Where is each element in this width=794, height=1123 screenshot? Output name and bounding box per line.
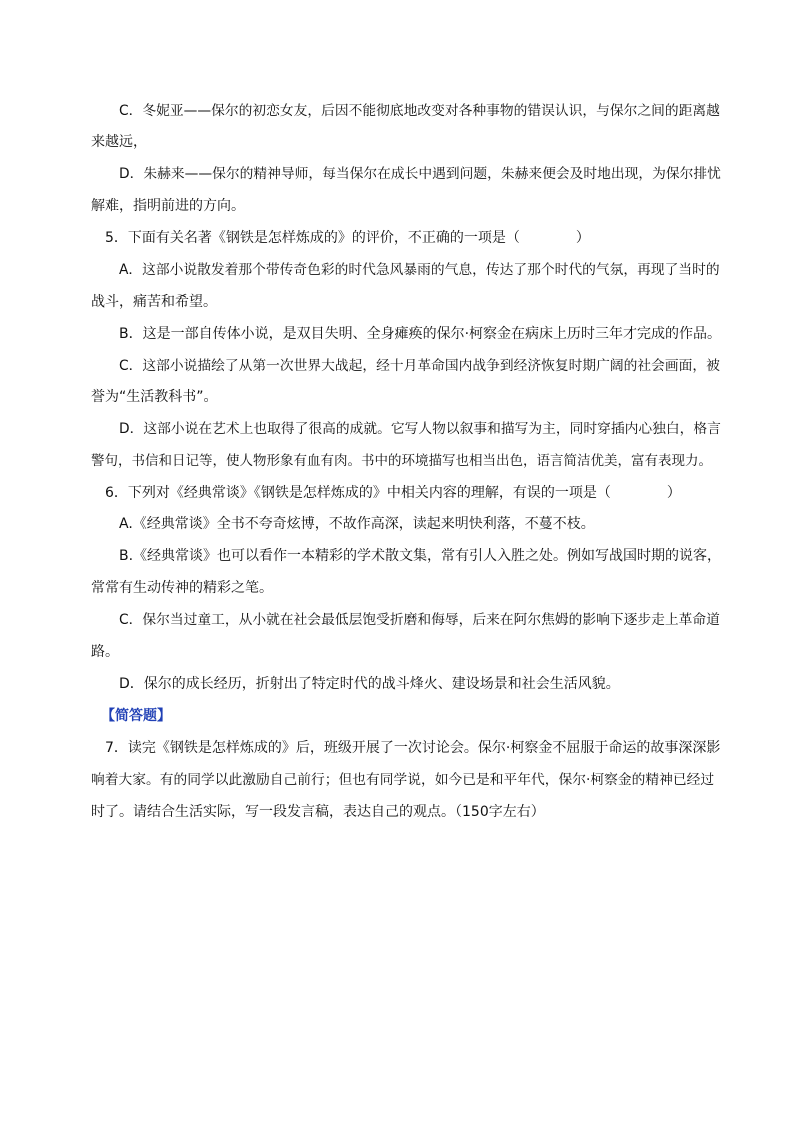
option-d-q5-line1: D．这部小说在艺术上也取得了很高的成就。它写人物以叙事和描写为主，同时穿插内心独白，格言	[119, 421, 721, 437]
option-b-q6-line1: B.《经典常谈》也可以看作一本精彩的学术散文集，常有引人入胜之处。例如写战国时期的说客，	[119, 548, 722, 564]
option-b-q5: B．这是一部自传体小说，是双目失明、全身瘫痪的保尔·柯察金在病床上历时三年才完成的作品。	[119, 326, 722, 342]
option-b-q6-line2: 常常有生动传神的精彩之笔。	[91, 580, 273, 596]
question-7-line3: 时了。请结合生活实际，写一段发言稿，表达自己的观点。（150字左右）	[91, 804, 545, 820]
option-d-q4-line2: 解难，指明前进的方向。	[91, 198, 245, 214]
option-c-q6-line2: 路。	[91, 644, 119, 660]
question-7-line2: 响着大家。有的同学以此激励自己前行；但也有同学说，如今已是和平年代，保尔·柯察金的精神已经过	[91, 772, 715, 788]
section-heading: 【简答题】	[101, 708, 171, 724]
option-d-q5-line2: 警句，书信和日记等，使人物形象有血有肉。书中的环境描写也相当出色，语言简洁优美，富有表现力。	[91, 453, 712, 469]
option-a-q6: A.《经典常谈》全书不夸奇炫博，不故作高深，读起来明快利落，不蔓不枝。	[119, 516, 595, 532]
option-d-q6: D．保尔的成长经历，折射出了特定时代的战斗烽火、建设场景和社会生活风貌。	[119, 676, 620, 692]
question-7-line1: 7．读完《钢铁是怎样炼成的》后，班级开展了一次讨论会。保尔·柯察金不屈服于命运的故事深深影	[105, 740, 721, 756]
option-c-q4-line2: 来越远，	[91, 134, 147, 150]
question-6-stem: 6．下列对《经典常谈》《钢铁是怎样炼成的》中相关内容的理解，有误的一项是（ ）	[105, 485, 681, 501]
question-5-stem: 5．下面有关名著《钢铁是怎样炼成的》的评价，不正确的一项是（ ）	[105, 230, 590, 246]
option-a-q5-line2: 战斗，痛苦和希望。	[91, 294, 217, 310]
option-a-q5-line1: A．这部小说散发着那个带传奇色彩的时代急风暴雨的气息，传达了那个时代的气氛，再现了当时的	[119, 262, 720, 278]
option-c-q6-line1: C．保尔当过童工，从小就在社会最低层饱受折磨和侮辱，后来在阿尔焦姆的影响下逐步走上革命道	[119, 612, 720, 628]
option-d-q4-line1: D．朱赫来——保尔的精神导师，每当保尔在成长中遇到问题，朱赫来便会及时地出现，为保尔排忧	[119, 166, 721, 182]
option-c-q5-line1: C．这部小说描绘了从第一次世界大战起，经十月革命国内战争到经济恢复时期广阔的社会画面，被	[119, 358, 720, 374]
option-c-q4-line1: C．冬妮亚——保尔的初恋女友，后因不能彻底地改变对各种事物的错误认识，与保尔之间的距离越	[119, 103, 720, 119]
option-c-q5-line2: 誉为“生活教科书”。	[91, 389, 218, 405]
